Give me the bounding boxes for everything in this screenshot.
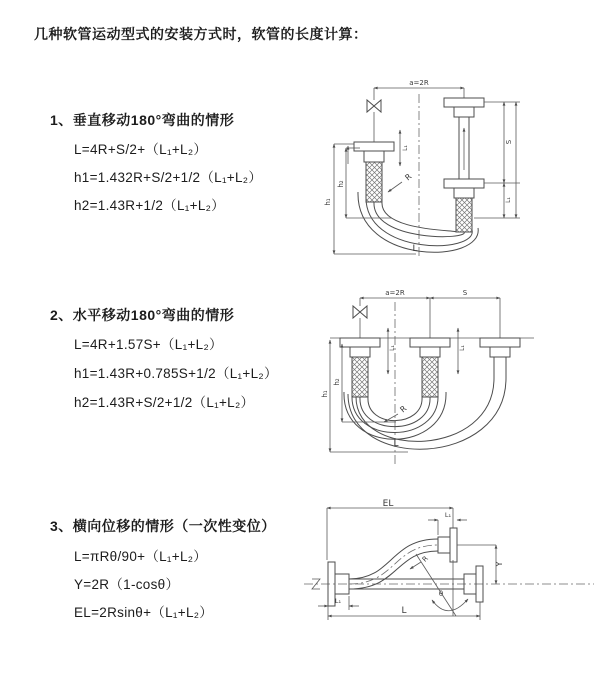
pipe-break-mark <box>312 579 320 589</box>
section-3-heading: 3、横向位移的情形（一次性变位） <box>50 518 276 534</box>
dim-label-a2r: a=2R <box>409 79 429 87</box>
left-flange <box>340 338 380 397</box>
section-1-formula-h1: h1=1.432R+S/2+1/2（L₁+L₂） <box>74 170 263 185</box>
radius-leader <box>388 172 414 192</box>
dim-label-l1: L₁ <box>402 145 409 151</box>
dimension-a2r <box>374 79 464 88</box>
section-2-heading: 2、水平移动180°弯曲的情形 <box>50 307 235 323</box>
dim-label-theta: θ <box>438 590 444 598</box>
dim-label-l1: L₁ <box>505 197 512 203</box>
page-title: 几种软管运动型式的安装方式时，软管的长度计算： <box>34 26 368 42</box>
diagram-horizontal-180-bend <box>312 282 597 472</box>
dim-label-el: EL <box>382 499 394 509</box>
right-pipe <box>444 88 484 232</box>
dim-label-l1: L₁ <box>444 511 452 519</box>
dimension-l1-center <box>458 328 466 374</box>
dimension-l1-top <box>428 511 467 535</box>
section-3-formula-Y: Y=2R（1-cosθ） <box>74 577 180 592</box>
dimension-l1-bottom <box>318 596 359 610</box>
dim-label-s: S <box>462 289 468 297</box>
section-1-formula-L: L=4R+S/2+（L₁+L₂） <box>74 142 208 157</box>
dimension-s <box>430 289 500 298</box>
dim-label-l1: L₁ <box>334 597 342 605</box>
section-1-heading: 1、垂直移动180°弯曲的情形 <box>50 112 235 128</box>
right-flange-moved <box>480 338 520 378</box>
braided-hose-section <box>352 357 368 397</box>
dim-label-h2: h₂ <box>337 180 345 188</box>
dim-label-h2: h₂ <box>333 378 341 386</box>
braided-hose-section <box>366 162 382 202</box>
dim-label-h1: h₁ <box>321 390 329 398</box>
angle-theta <box>416 554 468 616</box>
dimension-l <box>328 602 480 620</box>
section-2-formula-h1: h1=1.43R+0.785S+1/2（L₁+L₂） <box>74 366 278 381</box>
left-flange <box>354 142 394 202</box>
section-3-formula-EL: EL=2Rsinθ+（L₁+L₂） <box>74 605 214 620</box>
center-flange <box>410 338 450 397</box>
dim-label-r: R <box>398 403 409 415</box>
dim-label-r: R <box>403 171 414 183</box>
dimension-s <box>484 102 520 183</box>
dim-label-l: L <box>401 606 407 616</box>
braided-hose-section <box>422 357 438 397</box>
dim-label-l: L <box>393 439 399 449</box>
right-flange-upper <box>438 528 457 562</box>
hose-s-curve <box>349 539 438 589</box>
dim-label-s: S <box>505 139 513 145</box>
braided-hose-section <box>456 198 472 232</box>
valve-icon <box>353 298 367 338</box>
valve-icon <box>367 88 381 142</box>
section-2-formula-h2: h2=1.43R+S/2+1/2（L₁+L₂） <box>74 395 255 410</box>
section-1-formula-h2: h2=1.43R+1/2（L₁+L₂） <box>74 198 225 213</box>
dimension-l1-left <box>388 328 396 374</box>
dimension-l1-left <box>400 130 409 166</box>
dimension-a2r <box>360 289 430 298</box>
dim-label-r: R <box>420 554 430 564</box>
section-3-formula-L: L=πRθ/90+（L₁+L₂） <box>74 549 208 564</box>
dim-label-y: Y <box>495 561 504 567</box>
diagram-vertical-180-bend <box>312 70 597 262</box>
dimension-l1-right <box>474 102 520 218</box>
section-2-formula-L: L=4R+1.57S+（L₁+L₂） <box>74 337 223 352</box>
dim-label-h1: h₁ <box>324 198 332 206</box>
dim-label-l1: L₁ <box>459 345 466 351</box>
dim-label-l1: L₁ <box>389 345 396 351</box>
dim-label-a2r: a=2R <box>385 289 405 297</box>
diagram-lateral-displacement <box>298 498 598 648</box>
dim-label-l: L <box>412 244 418 254</box>
